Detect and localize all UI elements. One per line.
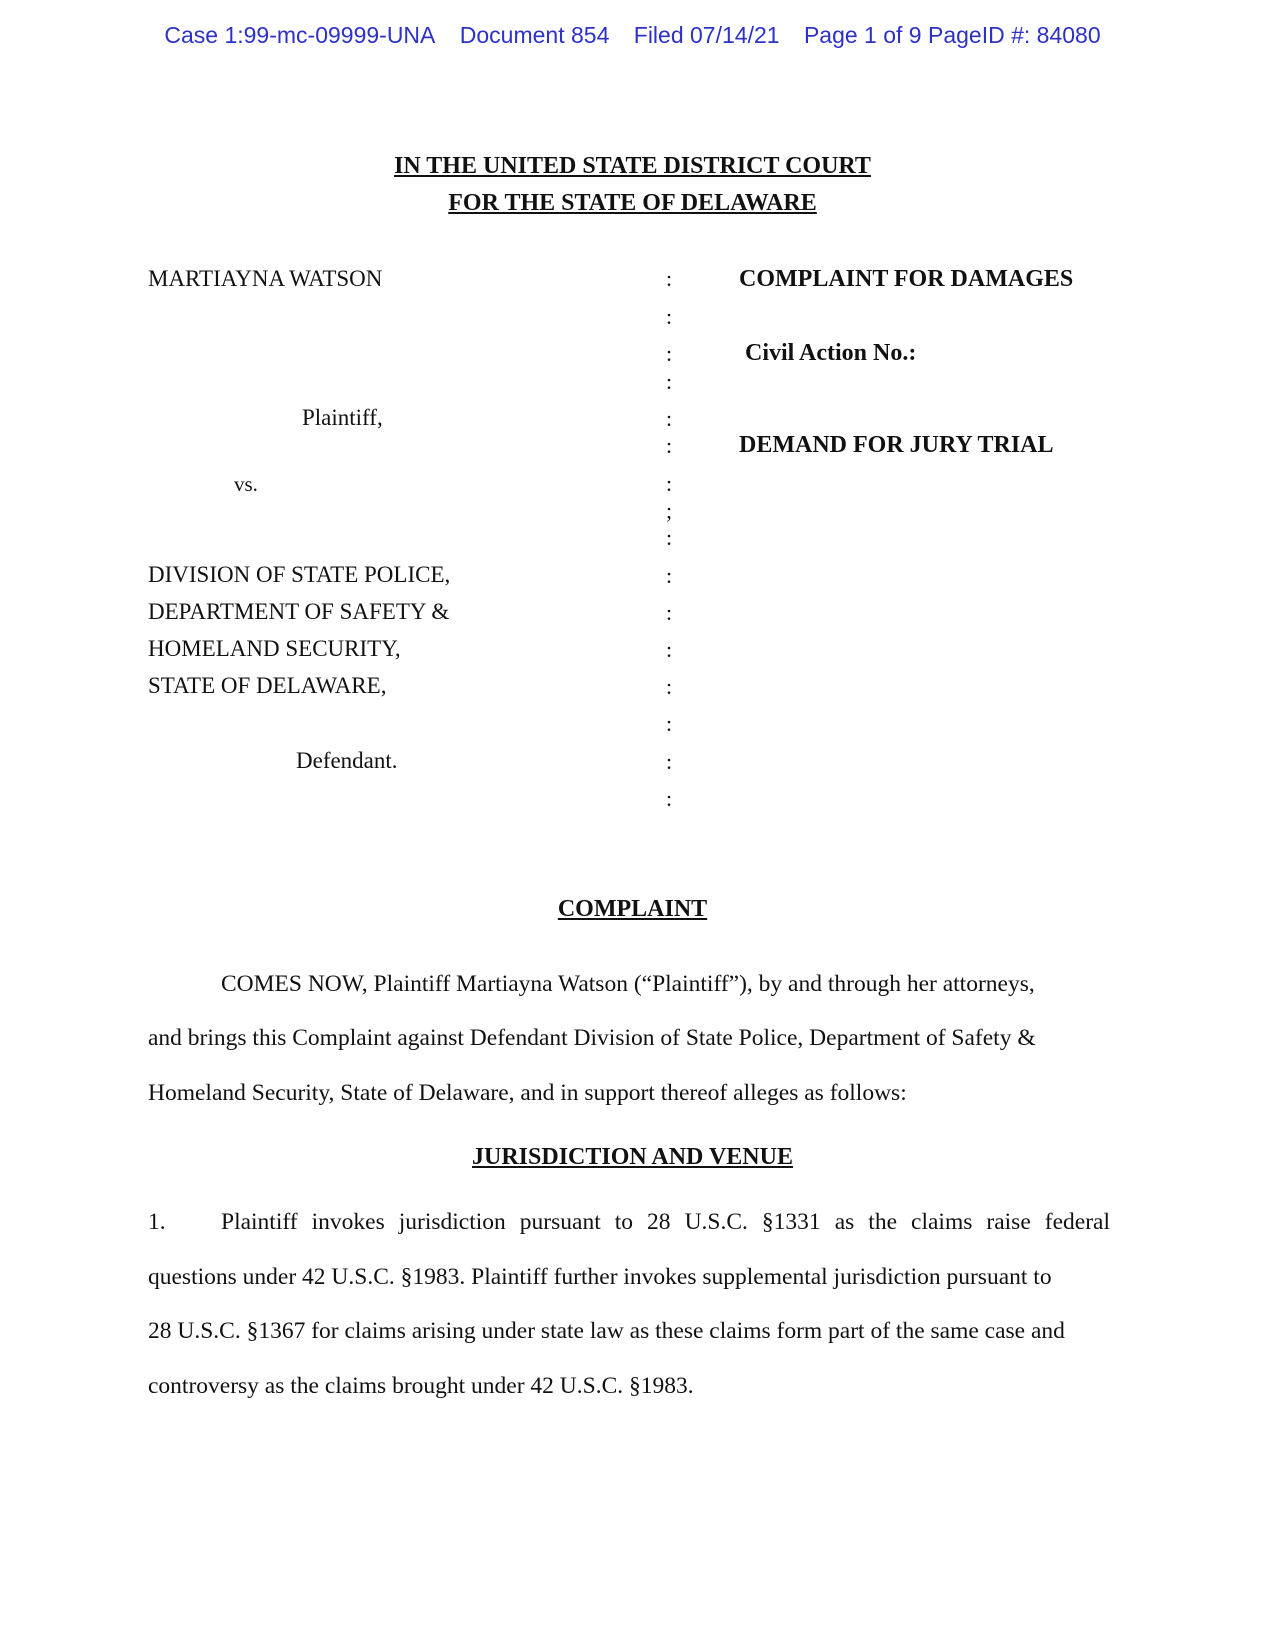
defendant-line: HOMELAND SECURITY, [148,636,401,661]
caption-separator: : [666,786,673,811]
caption-separator: : [666,674,673,699]
paragraph-line: Plaintiff invokes jurisdiction pursuant to 28 U.S.C. §1331 as the claims raise federal [221,1209,1110,1235]
paragraph-number: 1. [148,1209,166,1235]
caption-separator: : [666,369,673,394]
caption-separator: ; [666,498,673,523]
defendant-line: DEPARTMENT OF SAFETY & [148,599,450,624]
caption-separator: : [666,525,673,550]
jury-trial-demand: DEMAND FOR JURY TRIAL [739,432,1054,458]
caption-separator: : [666,600,673,625]
intro-line: and brings this Complaint against Defendant Division of State Police, Department of Safety & [148,1025,1036,1051]
defendant-label: Defendant. [296,748,398,773]
plaintiff-label: Plaintiff, [302,405,383,430]
versus: vs. [234,472,258,496]
paragraph-line: 28 U.S.C. §1367 for claims arising under state law as these claims form part of the same case and [148,1318,1065,1344]
paragraph-line: controversy as the claims brought under 42 U.S.C. §1983. [148,1373,694,1399]
caption-separator: : [666,471,673,496]
caption-separator: : [666,749,673,774]
ecf-filed-date: Filed 07/14/21 [633,22,780,48]
caption-separator: : [666,711,673,736]
paragraph-line: questions under 42 U.S.C. §1983. Plaintiff further invokes supplemental jurisdiction pursuant to [148,1264,1052,1290]
civil-action-number-label: Civil Action No.: [745,340,917,366]
court-title-line-1: IN THE UNITED STATE DISTRICT COURT [394,153,871,179]
defendant-line: DIVISION OF STATE POLICE, [148,562,451,587]
court-title-line-2: FOR THE STATE OF DELAWARE [448,190,817,216]
intro-line: COMES NOW, Plaintiff Martiayna Watson (“Plaintiff”), by and through her attorneys, [221,971,1035,997]
jurisdiction-venue-heading: JURISDICTION AND VENUE [472,1144,793,1170]
caption-separator: : [666,266,673,291]
ecf-document-number: Document 854 [459,22,610,48]
ecf-header [0,22,1265,49]
caption-separator: : [666,433,673,458]
defendant-line: STATE OF DELAWARE, [148,673,387,698]
caption-separator: : [666,341,673,366]
caption-separator: : [666,406,673,431]
ecf-case-number: Case 1:99-mc-09999-UNA [164,22,436,48]
plaintiff-name: MARTIAYNA WATSON [148,266,383,291]
caption-separator: : [666,637,673,662]
caption-separator: : [666,563,673,588]
ecf-page-info: Page 1 of 9 PageID #: 84080 [803,22,1101,48]
complaint-heading: COMPLAINT [557,896,708,922]
caption-separator: : [666,304,673,329]
intro-line: Homeland Security, State of Delaware, and in support thereof alleges as follows: [148,1080,907,1106]
complaint-for-damages-title: COMPLAINT FOR DAMAGES [739,266,1074,292]
